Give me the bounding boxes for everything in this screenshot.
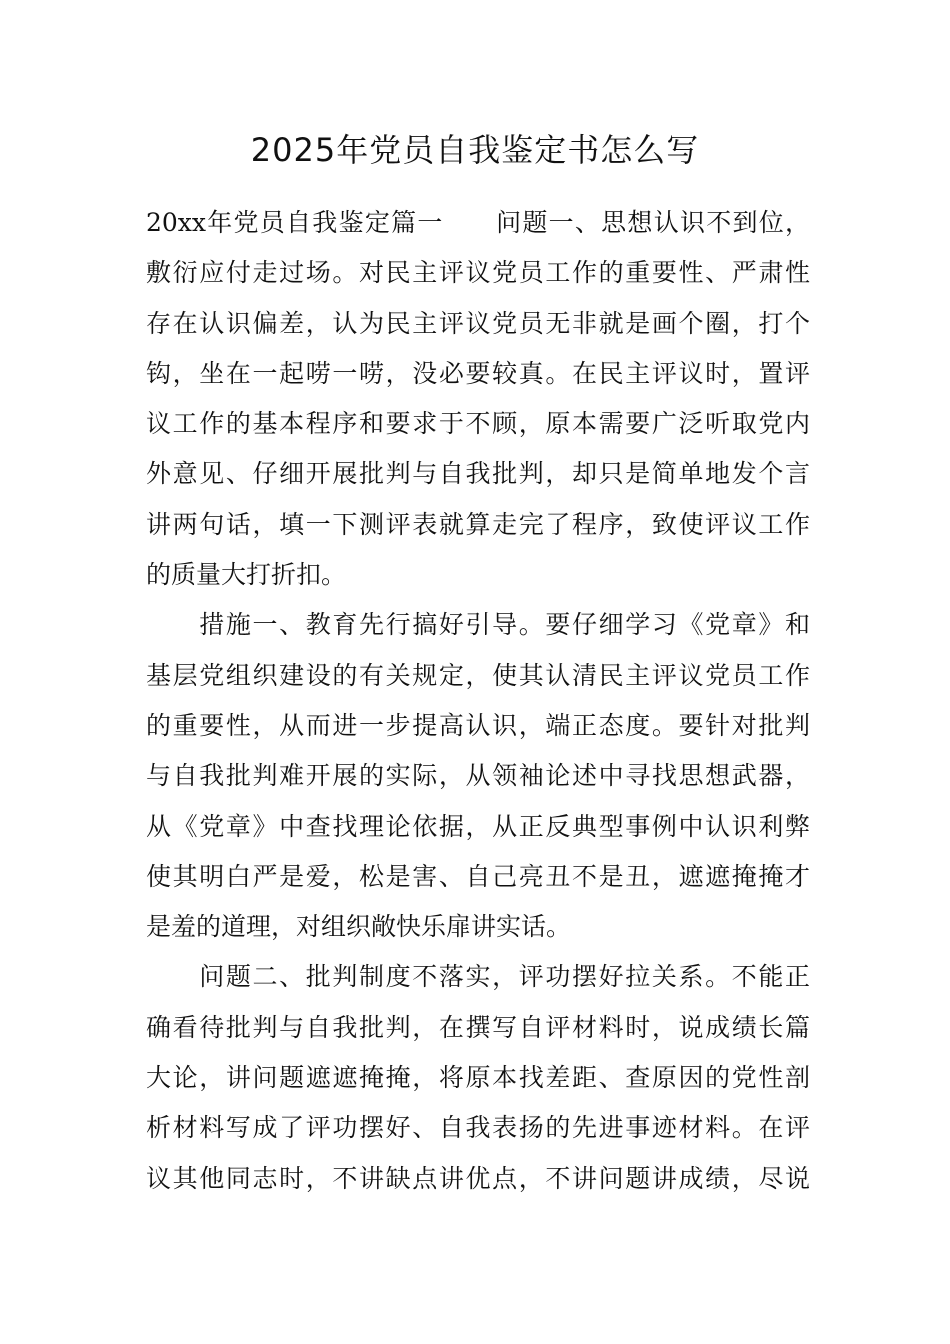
document-body bbox=[146, 198, 810, 1204]
text-line: 大论，讲问题遮遮掩掩，将原本找差距、查原因的党性剖 bbox=[146, 1063, 810, 1093]
text-line: 基层党组织建设的有关规定，使其认清民主评议党员工作 bbox=[146, 660, 810, 690]
text-line: 议工作的基本程序和要求于不顾，原本需要广泛听取党内 bbox=[146, 409, 810, 439]
document-title: 2025年党员自我鉴定书怎么写 bbox=[250, 131, 700, 169]
text-line: 问题二、批判制度不落实，评功摆好拉关系。不能正 bbox=[146, 962, 810, 992]
paragraph-3 bbox=[146, 952, 810, 1203]
text-line: 的质量大打折扣。 bbox=[146, 560, 347, 590]
text-line: 从《党章》中查找理论依据，从正反典型事例中认识利弊 bbox=[146, 811, 810, 841]
text-line: 是羞的道理，对组织敞快乐扉讲实话。 bbox=[146, 912, 572, 942]
text-line: 讲两句话，填一下测评表就算走完了程序，致使评议工作 bbox=[146, 509, 810, 539]
text-line: 钩，坐在一起唠一唠，没必要较真。在民主评议时，置评 bbox=[146, 358, 810, 388]
text-line: 敷衍应付走过场。对民主评议党员工作的重要性、严肃性 bbox=[146, 258, 810, 288]
text-line: 存在认识偏差，认为民主评议党员无非就是画个圈，打个 bbox=[146, 308, 810, 338]
text-line: 20xx年党员自我鉴定篇一 问题一、思想认识不到位， bbox=[146, 208, 810, 237]
text-line: 析材料写成了评功摆好、自我表扬的先进事迹材料。在评 bbox=[146, 1113, 810, 1143]
text-line: 外意见、仔细开展批判与自我批判，却只是简单地发个言 bbox=[146, 459, 810, 489]
text-line: 确看待批判与自我批判，在撰写自评材料时，说成绩长篇 bbox=[146, 1012, 810, 1042]
text-line: 的重要性，从而进一步提高认识，端正态度。要针对批判 bbox=[146, 710, 810, 740]
text-line: 与自我批判难开展的实际，从领袖论述中寻找思想武器， bbox=[146, 761, 810, 791]
text-line: 措施一、教育先行搞好引导。要仔细学习《党章》和 bbox=[146, 610, 810, 640]
paragraph-1 bbox=[146, 198, 810, 600]
text-line: 使其明白严是爱，松是害、自己亮丑不是丑，遮遮掩掩才 bbox=[146, 861, 810, 891]
text-line: 议其他同志时，不讲缺点讲优点，不讲问题讲成绩，尽说 bbox=[146, 1163, 810, 1193]
paragraph-2 bbox=[146, 600, 810, 952]
